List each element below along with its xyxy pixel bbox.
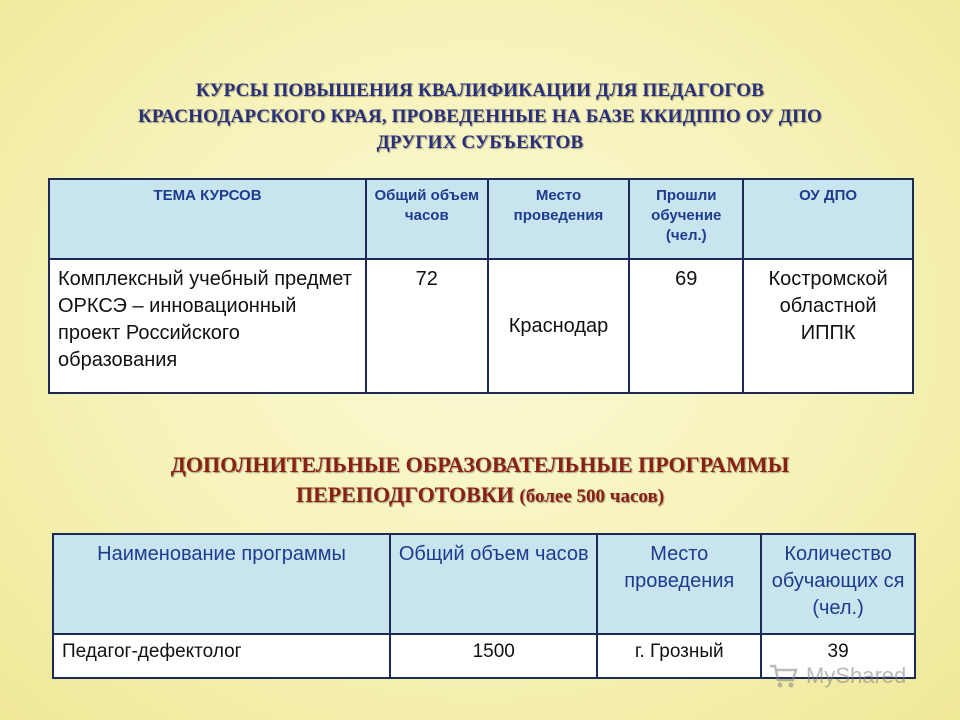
programs-title — [60, 450, 900, 512]
cell-place: Краснодар — [488, 259, 630, 393]
courses-table-header-row — [49, 179, 913, 259]
courses-title-line-1: КУРСЫ ПОВЫШЕНИЯ КВАЛИФИКАЦИИ ДЛЯ ПЕДАГОГОВ — [195, 80, 765, 101]
header-students-count: Количество обучающих ся (чел.) — [761, 534, 915, 634]
header-program-name: Наименование программы — [53, 534, 390, 634]
programs-title-note: (более 500 часов) — [519, 486, 665, 507]
programs-title-main: ПЕРЕПОДГОТОВКИ — [295, 482, 514, 507]
cell-institution: Костромской областной ИППК — [743, 259, 913, 393]
watermark — [768, 660, 928, 692]
courses-title-line-3: ДРУГИХ СУБЪЕКТОВ — [376, 132, 584, 153]
cell-total-hours: 1500 — [390, 634, 597, 678]
header-total-hours: Общий объем часов — [390, 534, 597, 634]
courses-table — [48, 178, 914, 394]
header-venue: Место проведения — [597, 534, 761, 634]
courses-title — [60, 78, 900, 156]
cell-program-name: Педагог-дефектолог — [53, 634, 390, 678]
header-place: Место проведения — [488, 179, 630, 259]
programs-table-header-row — [53, 534, 915, 634]
header-institution: ОУ ДПО — [743, 179, 913, 259]
cell-students-count: 39 — [761, 634, 915, 678]
header-trained: Прошли обучение (чел.) — [629, 179, 743, 259]
courses-title-line-2: КРАСНОДАРСКОГО КРАЯ, ПРОВЕДЕННЫЕ НА БАЗЕ ККИДППО ОУ ДПО — [137, 106, 823, 127]
header-hours: Общий объем часов — [366, 179, 488, 259]
header-topic: ТЕМА КУРСОВ — [49, 179, 366, 259]
cart-icon — [768, 662, 800, 690]
cell-trained: 69 — [629, 259, 743, 393]
cell-topic: Комплексный учебный предмет ОРКСЭ – инновационный проект Российского образования — [49, 259, 366, 393]
programs-title-line-1: ДОПОЛНИТЕЛЬНЫЕ ОБРАЗОВАТЕЛЬНЫЕ ПРОГРАММЫ — [170, 452, 790, 477]
cell-hours: 72 — [366, 259, 488, 393]
programs-title-line-2 — [60, 480, 900, 512]
programs-table — [52, 533, 916, 679]
cell-venue: г. Грозный — [597, 634, 761, 678]
table-row — [49, 259, 913, 393]
watermark-text: MyShared — [806, 663, 907, 688]
